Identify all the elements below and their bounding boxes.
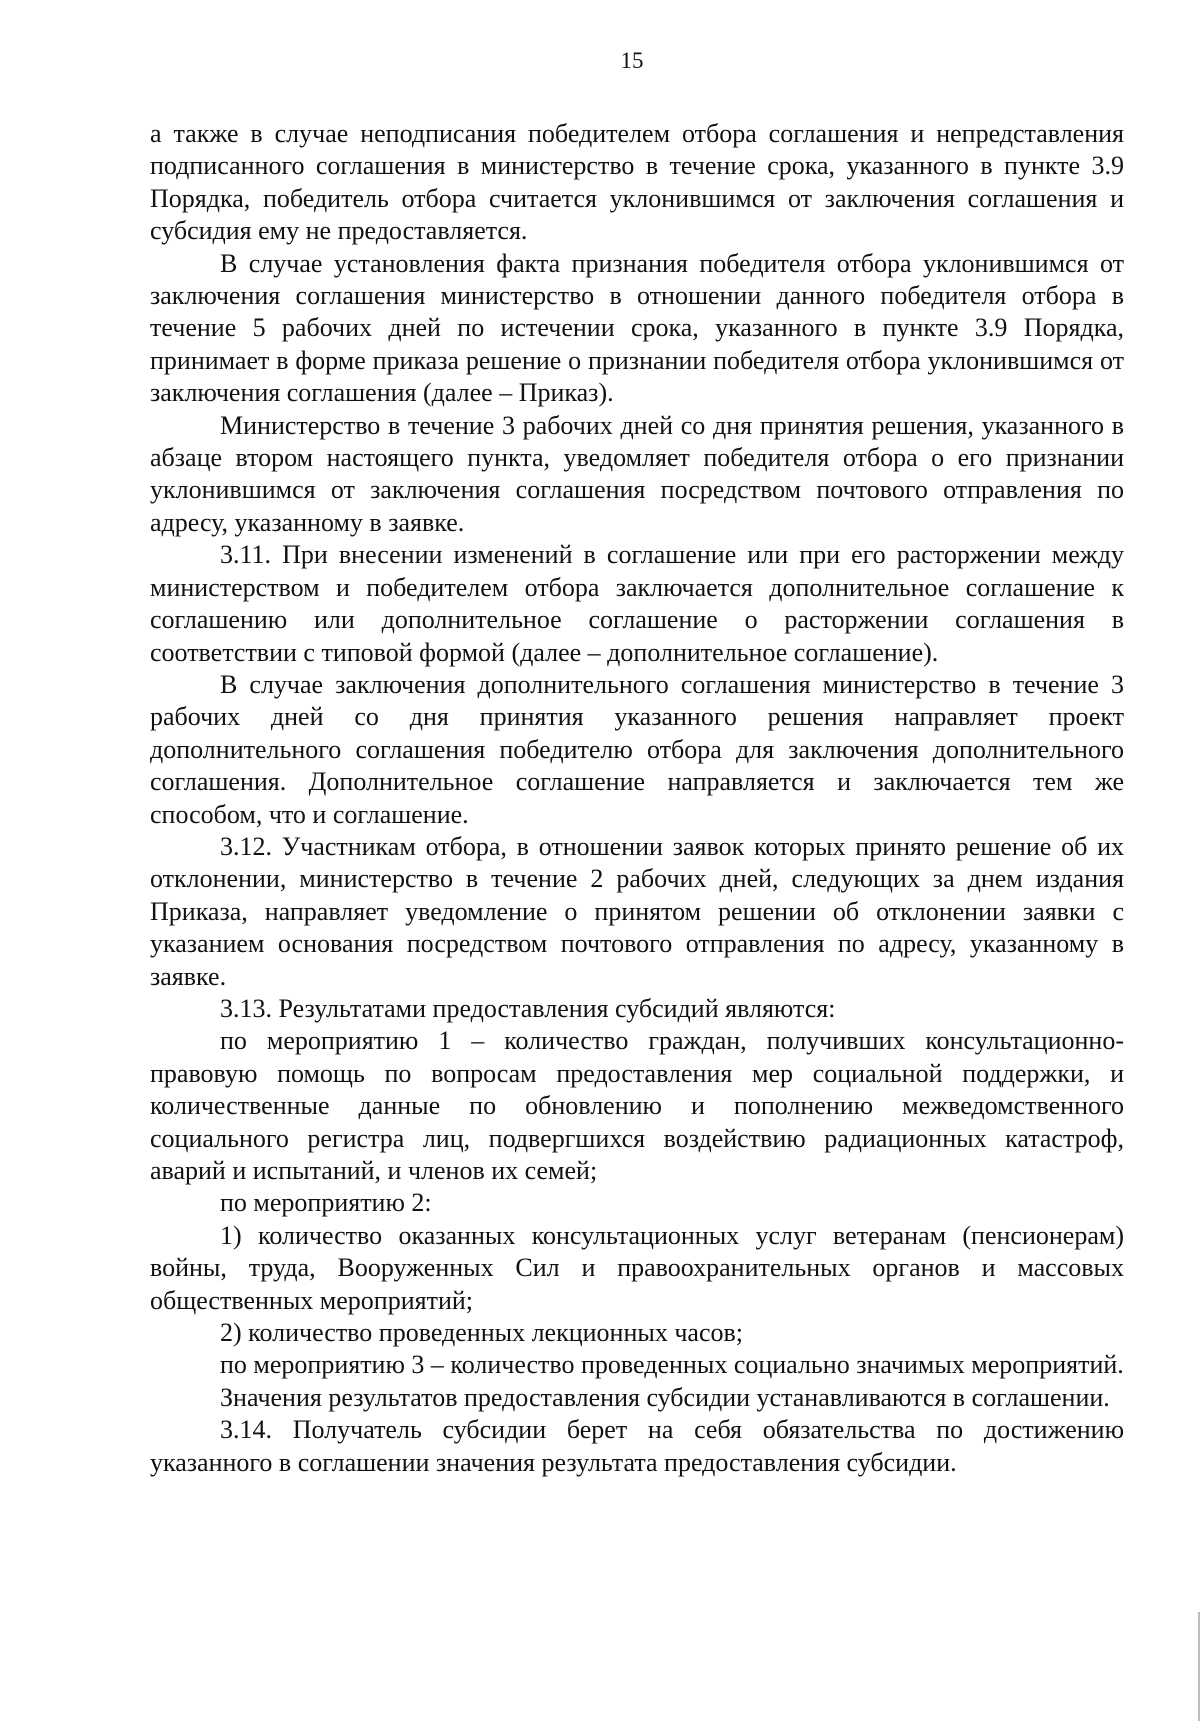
paragraph-event-2: по мероприятию 2: <box>220 1188 432 1218</box>
paragraph-continuation: а также в случае неподписания победителем отбора соглашения и непредставления подписанного соглашения в министерство в течение срока, указанного в пункте 3.9 Порядка, победитель отбора считается уклонившимся от заключения соглашения и субсидия ему не предоставляется. <box>150 119 1124 246</box>
paragraph-3-14: 3.14. Получатель субсидии берет на себя обязательства по достижению указанного в соглашении значения результата предоставления субсидии. <box>150 1415 1124 1477</box>
paragraph-3-12: 3.12. Участникам отбора, в отношении заявок которых принято решение об их отклонении, министерство в течение 2 рабочих дней, следующих за днем издания Приказа, направляет уведомление о принятом решении об отклонении заявки с указанием основания посредством почтового отправления по адресу, указанному в заявке. <box>150 831 1124 991</box>
paragraph-evasion-case: В случае установления факта признания победителя отбора уклонившимся от заключения соглашения министерство в отношении данного победителя отбора в течение 5 рабочих дней по истечении срока, указанного в пункте 3.9 Порядка, принимает в форме приказа решение о признании победителя отбора уклонившимся от заключения соглашения (далее – Приказ). <box>150 248 1124 408</box>
paragraph-result-values: Значения результатов предоставления субсидии устанавливаются в соглашении. <box>220 1382 1110 1412</box>
paragraph-3-11: 3.11. При внесении изменений в соглашение или при его расторжении между министерством и победителем отбора заключается дополнительное соглашение к соглашению или дополнительное соглашение о расторжении соглашения в соответствии с типовой формой (далее – дополнительное соглашение). <box>150 540 1124 667</box>
paragraph-event-3: по мероприятию 3 – количество проведенных социально значимых мероприятий. <box>220 1350 1124 1380</box>
paragraph-3-13: 3.13. Результатами предоставления субсидий являются: <box>220 993 836 1023</box>
paragraph-additional-agreement: В случае заключения дополнительного соглашения министерство в течение 3 рабочих дней со дня принятия указанного решения направляет проект дополнительного соглашения победителю отбора для заключения дополнительного соглашения. Дополнительное соглашение направляется и заключается тем же способом, что и соглашение. <box>150 669 1124 829</box>
paragraph-event-1: по мероприятию 1 – количество граждан, получивших консультационно-правовую помощь по вопросам предоставления мер социальной поддержки, и количественные данные по обновлению и пополнению межведомственного социального регистра лиц, подвергшихся воздействию радиационных катастроф, аварий и испытаний, и членов их семей; <box>150 1026 1124 1185</box>
document-body <box>150 118 1124 1479</box>
paragraph-notification: Министерство в течение 3 рабочих дней со дня принятия решения, указанного в абзаце втором настоящего пункта, уведомляет победителя отбора о его признании уклонившимся от заключения соглашения посредством почтового отправления по адресу, указанному в заявке. <box>150 410 1124 537</box>
page-number: 15 <box>620 48 644 73</box>
paragraph-event-2-item-1: 1) количество оказанных консультационных услуг ветеранам (пенсионерам) войны, труда, Вооруженных Сил и правоохранительных органов и массовых общественных мероприятий; <box>150 1220 1124 1315</box>
paragraph-event-2-item-2: 2) количество проведенных лекционных часов; <box>220 1318 744 1348</box>
